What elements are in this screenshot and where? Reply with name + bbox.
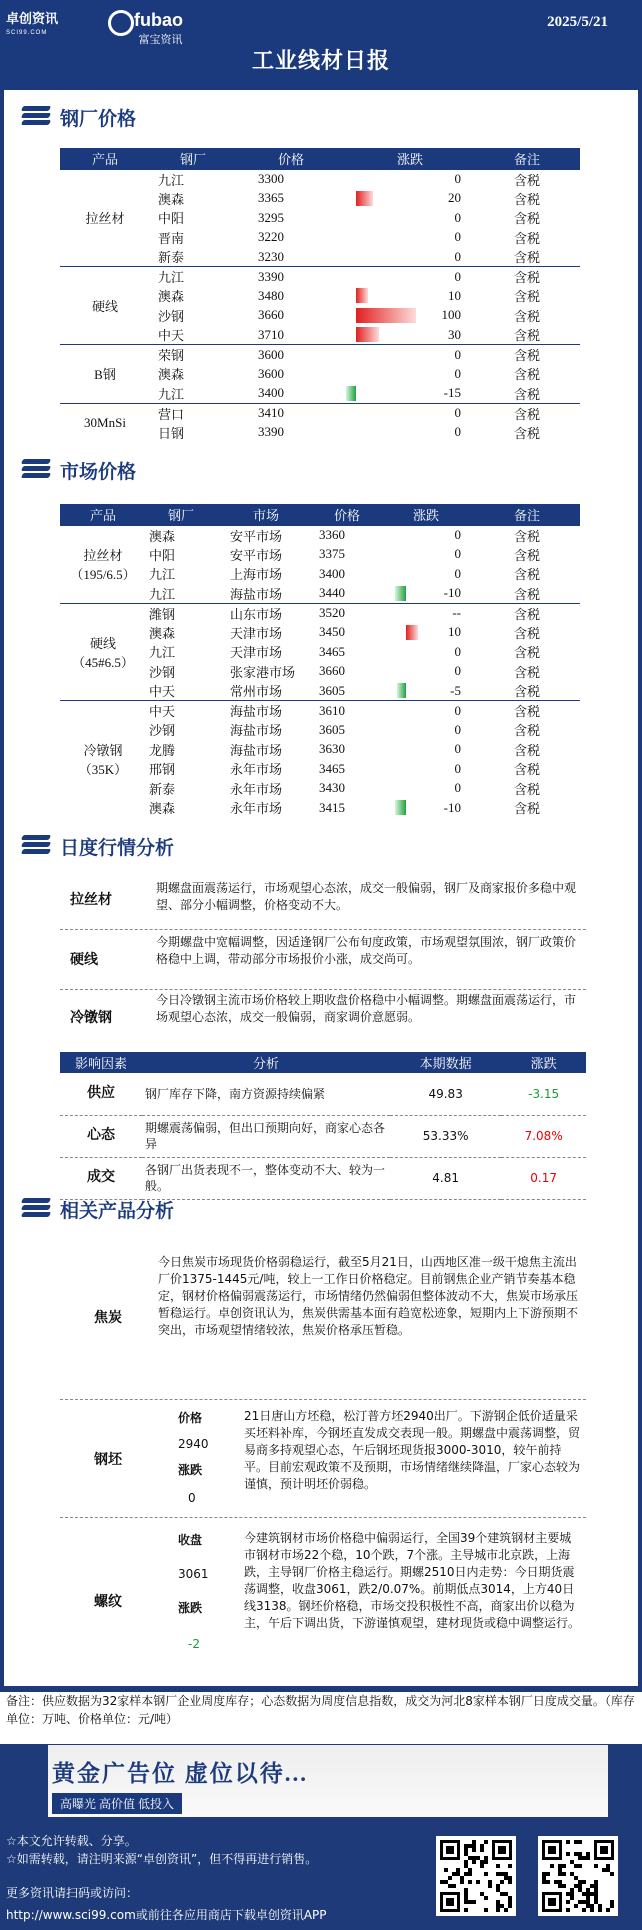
- mill-cell: 中阳: [158, 211, 185, 227]
- remark-cell: 含税: [513, 425, 540, 441]
- factor-value: 4.81: [390, 1157, 501, 1199]
- column-header: 备注: [474, 148, 580, 169]
- market-cell: 海盐市场: [216, 701, 316, 721]
- remark-cell: 含税: [513, 211, 540, 227]
- table-row: [60, 403, 580, 423]
- factor-name: 供应: [60, 1073, 142, 1115]
- remark-cell: 含税: [513, 781, 540, 797]
- header-row: [60, 148, 580, 169]
- price-cell: 3605: [319, 721, 345, 737]
- change-value: 0: [454, 741, 461, 757]
- market-cell: 永年市场: [230, 762, 283, 778]
- report-title: 工业线材日报: [251, 48, 390, 73]
- price-cell: 3660: [319, 663, 345, 679]
- remark-cell: 含税: [513, 328, 540, 343]
- mill-cell: 九江: [150, 169, 236, 189]
- price-cell: 3390: [258, 424, 284, 440]
- remark-cell: 含税: [513, 762, 540, 778]
- stack-icon: [22, 835, 50, 855]
- change-value: -15: [443, 385, 461, 400]
- product-cell: 30MnSi: [60, 403, 150, 442]
- column-header: 价格: [236, 148, 346, 169]
- mill-cell: 澳森: [146, 525, 216, 545]
- table-row: [60, 169, 580, 189]
- change-cell: [378, 642, 474, 662]
- market-cell: 天津市场: [230, 645, 283, 661]
- change-cell: [378, 701, 474, 721]
- mill-cell: 澳森: [149, 625, 176, 641]
- factor-change: 0.17: [501, 1157, 586, 1199]
- daily-analysis: [60, 870, 586, 1050]
- stack-icon: [22, 106, 50, 126]
- remark-cell: 含税: [474, 603, 580, 623]
- change-value: 30: [448, 326, 461, 342]
- qr-code[interactable]: [538, 1836, 618, 1916]
- change-cell: [346, 189, 474, 209]
- change-value: 0: [454, 171, 461, 186]
- market-cell: 山东市场: [216, 603, 316, 623]
- section-mill-price: 钢厂价格: [60, 104, 136, 131]
- table-row: [60, 345, 580, 365]
- change-cell: [378, 623, 474, 643]
- factor-analysis: 钢厂库存下降，南方资源持续偏紧: [142, 1073, 390, 1115]
- change-value: 0: [454, 424, 461, 440]
- change-cell: [378, 603, 474, 623]
- mill-cell: 日钢: [158, 425, 185, 441]
- remark-cell: 含税: [474, 403, 580, 423]
- price-cell: 3415: [319, 799, 345, 815]
- column-header: 本期数据: [390, 1052, 501, 1073]
- price-cell: 3600: [258, 365, 284, 381]
- price-cell: 3390: [236, 267, 346, 287]
- product-cell: B钢: [60, 345, 150, 404]
- market-cell: 海盐市场: [230, 586, 283, 602]
- billet-analysis: 钢坯 价格 2940 涨跌 0 21日唐山方坯稳，松汀普方坯2940出厂。下游钢企低价适量采买坯料补库，今钢坯直发成交表现一般。期螺盘中震荡调整，贸易商多持观望心态，午后钢坯现货报3000-3010，较午前持平。目前宏观政策不及预期，市场情绪继续降温，厂家心态较为谨慎，预计明坯价弱稳。: [60, 1406, 586, 1518]
- remark-cell: 含税: [513, 664, 540, 680]
- change-value: 20: [448, 190, 461, 206]
- remark-cell: 含税: [474, 345, 580, 365]
- table-row: [60, 1115, 586, 1157]
- remark-cell: 含税: [474, 267, 580, 287]
- remark-cell: 含税: [513, 567, 540, 583]
- column-header: 备注: [474, 504, 580, 525]
- change-cell: [346, 423, 474, 443]
- change-value: 0: [454, 229, 461, 245]
- qr-code[interactable]: [436, 1836, 516, 1916]
- price-cell: 3440: [319, 585, 345, 600]
- table-row: [60, 525, 580, 545]
- market-cell: 安平市场: [230, 547, 283, 563]
- change-value: --: [452, 605, 461, 620]
- factor-name: 心态: [60, 1115, 142, 1157]
- product-cell: 硬线: [60, 267, 150, 345]
- change-cell: [346, 403, 474, 423]
- product-cell: [60, 603, 146, 701]
- change-value: -10: [443, 799, 461, 815]
- remark-cell: 含税: [513, 625, 540, 641]
- market-cell: 海盐市场: [230, 723, 283, 739]
- remark-cell: 含税: [474, 525, 580, 545]
- remark-cell: 含税: [474, 701, 580, 721]
- price-cell: 3630: [319, 741, 345, 757]
- remark-cell: 含税: [513, 367, 540, 383]
- product-cell: 拉丝材: [60, 169, 150, 267]
- product-name: 硬线: [89, 635, 116, 651]
- market-cell: 安平市场: [216, 525, 316, 545]
- mill-cell: 澳森: [158, 289, 185, 305]
- mill-cell: 营口: [150, 403, 236, 423]
- price-cell: 3400: [258, 385, 284, 400]
- product-spec: （45#6.5）: [72, 654, 134, 670]
- remark-cell: 含税: [513, 801, 540, 817]
- price-cell: 3610: [316, 701, 378, 721]
- change-cell: [378, 545, 474, 565]
- change-cell: [346, 208, 474, 228]
- mill-cell: 澳森: [158, 191, 185, 207]
- column-header: 涨跌: [501, 1052, 586, 1073]
- price-cell: 3300: [236, 169, 346, 189]
- factor-name: 成交: [60, 1157, 142, 1199]
- change-value: 0: [454, 780, 461, 796]
- change-value: 100: [441, 307, 461, 323]
- mill-cell: 邢钢: [149, 762, 176, 778]
- table-row: [60, 1073, 586, 1115]
- mill-cell: 九江: [149, 645, 176, 661]
- section-related: 相关产品分析: [60, 1196, 174, 1223]
- mill-cell: 荣钢: [150, 345, 236, 365]
- table-row: [60, 701, 580, 721]
- market-cell: 常州市场: [230, 684, 283, 699]
- change-cell: [378, 584, 474, 604]
- change-cell: [346, 267, 474, 287]
- change-cell: [378, 798, 474, 818]
- column-header: 涨跌: [378, 504, 474, 525]
- product-cell: [60, 701, 146, 818]
- column-header: 分析: [142, 1052, 390, 1073]
- coke-analysis: 焦炭 今日焦炭市场现货价格弱稳运行，截至5月21日，山西地区准一级干熄焦主流出厂价1375-1445元/吨，较上一工作日价格稳定。目前钢焦企业产销节奏基本稳定，钢材价格偏弱震荡运行，市场情绪仍然偏弱但整体波动不大，焦炭市场承压暂稳运行。卓创资讯认为，焦炭供需基本面有趋宽松迹象，短期内上下游预期不突出，市场观望情绪较浓，焦炭价格承压暂稳。: [60, 1236, 586, 1400]
- price-cell: 3605: [319, 682, 345, 698]
- change-value: 0: [454, 663, 461, 679]
- price-cell: 3450: [319, 624, 345, 640]
- mill-cell: 中天: [158, 328, 185, 343]
- section-daily-analysis: 日度行情分析: [60, 833, 174, 860]
- column-header: 产品: [60, 148, 150, 169]
- header-row: [60, 1052, 586, 1073]
- fubao-logo: fubao 富宝资讯: [108, 10, 183, 47]
- price-cell: 3230: [258, 248, 284, 264]
- remark-cell: 含税: [513, 230, 540, 246]
- change-cell: [346, 247, 474, 267]
- stack-icon: [22, 1198, 50, 1218]
- remark-cell: 含税: [513, 586, 540, 602]
- change-cell: [378, 681, 474, 701]
- price-cell: 3480: [258, 287, 284, 303]
- footnote: 备注：供应数据为32家样本钢厂企业周度库存；心态数据为周度信息指数，成交为河北8家样本钢厂日度成交量。（库存单位：万吨、价格单位：元/吨）: [0, 1692, 642, 1744]
- factor-table: [60, 1052, 586, 1200]
- market-cell: 永年市场: [230, 801, 283, 817]
- report-date: 2025/5/21: [547, 14, 608, 30]
- change-cell: [346, 286, 474, 306]
- change-cell: [346, 228, 474, 248]
- remark-cell: 含税: [513, 723, 540, 739]
- analysis-row: 拉丝材 期螺盘面震荡运行，市场观望心态浓，成交一般偏弱，钢厂及商家报价多稳中观望、部分小幅调整，价格变动不大。: [60, 870, 586, 930]
- mill-cell: 新泰: [149, 781, 176, 797]
- mill-cell: 澳森: [158, 367, 185, 383]
- price-cell: 3660: [258, 307, 284, 323]
- price-cell: 3295: [258, 209, 284, 225]
- mill-cell: 澳森: [149, 801, 176, 817]
- analysis-row: 硬线 今期螺盘中宽幅调整，因适逢钢厂公布旬度政策，市场观望氛围浓，钢厂政策价格稳中上调，带动部分市场报价小涨，成交尚可。: [60, 930, 586, 990]
- price-cell: 3600: [236, 345, 346, 365]
- footer: ☆本文允许转载、分享。 ☆如需转载，请注明来源“卓创资讯”，但不得再进行销售。 更多资讯请扫码或访问： http://www.sci99.com或前往各应用商店下载卓创资讯APP: [0, 1826, 642, 1930]
- mill-cell: 晋南: [158, 230, 185, 246]
- website-link[interactable]: http://www.sci99.com或前往各应用商店下载卓创资讯APP: [6, 1908, 327, 1922]
- factor-value: 53.33%: [390, 1115, 501, 1157]
- price-cell: 3520: [316, 603, 378, 623]
- mill-price-table: [60, 148, 580, 442]
- remark-cell: 含税: [513, 386, 540, 402]
- mill-cell: 中天: [146, 701, 216, 721]
- mill-cell: 沙钢: [158, 308, 185, 324]
- product-name: 冷镦钢: [83, 743, 123, 759]
- remark-cell: 含税: [513, 308, 540, 324]
- price-cell: 3465: [319, 643, 345, 659]
- change-cell: [378, 740, 474, 760]
- stack-icon: [22, 459, 50, 479]
- factor-change: 7.08%: [501, 1115, 586, 1157]
- product-spec: （35K）: [78, 762, 128, 778]
- mill-cell: 九江: [149, 586, 176, 602]
- table-row: [60, 1157, 586, 1199]
- mill-cell: 中天: [149, 684, 176, 699]
- market-cell: 海盐市场: [230, 742, 283, 758]
- market-cell: 上海市场: [230, 567, 283, 583]
- price-cell: 3360: [316, 525, 378, 545]
- change-cell: [346, 169, 474, 189]
- change-cell: [378, 525, 474, 545]
- remark-cell: 含税: [513, 547, 540, 563]
- price-cell: 3375: [319, 546, 345, 562]
- change-value: 0: [454, 546, 461, 562]
- change-cell: [346, 364, 474, 384]
- market-price-table: [60, 504, 580, 818]
- sci99-logo: 卓创资讯 SCI99.COM: [6, 11, 59, 36]
- change-cell: [346, 306, 474, 326]
- product-cell: [60, 525, 146, 603]
- price-cell: 3410: [236, 403, 346, 423]
- analysis-row: 冷镦钢 今日冷镦钢主流市场价格较上期收盘价格稳中小幅调整。期螺盘面震荡运行，市场观望心态浓，成交一般偏弱，商家调价意愿弱。: [70, 993, 577, 1026]
- change-value: 0: [454, 702, 461, 718]
- change-value: 10: [448, 624, 461, 640]
- mill-cell: 龙腾: [149, 742, 176, 758]
- column-header: 影响因素: [60, 1052, 142, 1073]
- remark-cell: 含税: [513, 742, 540, 758]
- change-cell: [378, 564, 474, 584]
- remark-cell: 含税: [513, 684, 540, 699]
- mill-cell: 潍钢: [146, 603, 216, 623]
- remark-cell: 含税: [513, 250, 540, 265]
- factor-change: -3.15: [501, 1073, 586, 1115]
- change-cell: [346, 384, 474, 404]
- table-row: [60, 603, 580, 623]
- change-value: 0: [454, 643, 461, 659]
- change-value: 0: [454, 565, 461, 581]
- remark-cell: 含税: [513, 645, 540, 661]
- market-cell: 永年市场: [230, 781, 283, 797]
- remark-cell: 含税: [474, 169, 580, 189]
- price-cell: 3430: [319, 780, 345, 796]
- change-cell: [346, 345, 474, 365]
- mill-cell: 中阳: [149, 547, 176, 563]
- change-cell: [378, 779, 474, 799]
- table-row: [60, 267, 580, 287]
- product-name: 拉丝材: [83, 548, 123, 563]
- change-value: 10: [448, 287, 461, 303]
- product-spec: （195/6.5）: [70, 567, 136, 582]
- market-cell: 张家港市场: [230, 664, 296, 680]
- mill-cell: 新泰: [158, 250, 185, 265]
- header-row: [60, 504, 580, 525]
- column-header: 产品: [60, 504, 146, 525]
- change-value: 0: [454, 405, 461, 420]
- change-value: 0: [454, 365, 461, 381]
- price-cell: 3365: [258, 190, 284, 206]
- change-cell: [346, 325, 474, 345]
- change-cell: [378, 662, 474, 682]
- mill-cell: 沙钢: [149, 664, 176, 680]
- mill-cell: 九江: [150, 267, 236, 287]
- mill-cell: 九江: [149, 567, 176, 583]
- price-cell: 3220: [258, 229, 284, 245]
- mill-cell: 沙钢: [149, 723, 176, 739]
- change-value: 0: [454, 209, 461, 225]
- change-value: 0: [454, 346, 461, 362]
- remark-cell: 含税: [513, 191, 540, 207]
- change-value: -5: [450, 682, 461, 698]
- change-cell: [378, 720, 474, 740]
- factor-value: 49.83: [390, 1073, 501, 1115]
- remark-cell: 含税: [513, 289, 540, 305]
- change-value: -10: [443, 585, 461, 600]
- header: [0, 0, 642, 90]
- price-cell: 3465: [319, 760, 345, 776]
- section-market-price: 市场价格: [60, 457, 136, 484]
- column-header: 钢厂: [150, 148, 236, 169]
- change-value: 0: [454, 527, 461, 542]
- change-value: 0: [454, 721, 461, 737]
- factor-analysis: 各钢厂出货表现不一，整体变动不大、较为一般。: [142, 1157, 390, 1199]
- rebar-analysis: 螺纹 收盘 3061 涨跌 -2 今建筑钢材市场价格稳中偏弱运行，全国39个建筑钢材主要城市钢材市场22个稳，10个跌，7个涨。主导城市北京跌，上海跌，主导钢厂价格主稳运行。期螺2510日内走势：今日期货震荡调整，收盘3061，跌2/0.07%。前期低点3014，上方40日线3138。钢坯价格稳，市场交投积极性不高，商家出价以稳为主，午后下调出货，下游谨慎观望，建材现货或稳中调整运行。: [94, 1531, 581, 1651]
- change-value: 0: [454, 248, 461, 264]
- change-value: 0: [454, 760, 461, 776]
- market-cell: 天津市场: [230, 625, 283, 641]
- price-cell: 3710: [258, 326, 284, 342]
- column-header: 价格: [316, 504, 378, 525]
- factor-analysis: 期螺震荡偏弱，但出口预期向好，商家心态各异: [142, 1115, 390, 1157]
- price-cell: 3400: [319, 565, 345, 581]
- mill-cell: 九江: [158, 386, 185, 402]
- column-header: 涨跌: [346, 148, 474, 169]
- change-value: 0: [454, 268, 461, 284]
- column-header: 市场: [216, 504, 316, 525]
- ad-banner[interactable]: 黄金广告位 虚位以待... 高曝光 高价值 低投入: [48, 1745, 608, 1817]
- column-header: 钢厂: [146, 504, 216, 525]
- change-cell: [378, 759, 474, 779]
